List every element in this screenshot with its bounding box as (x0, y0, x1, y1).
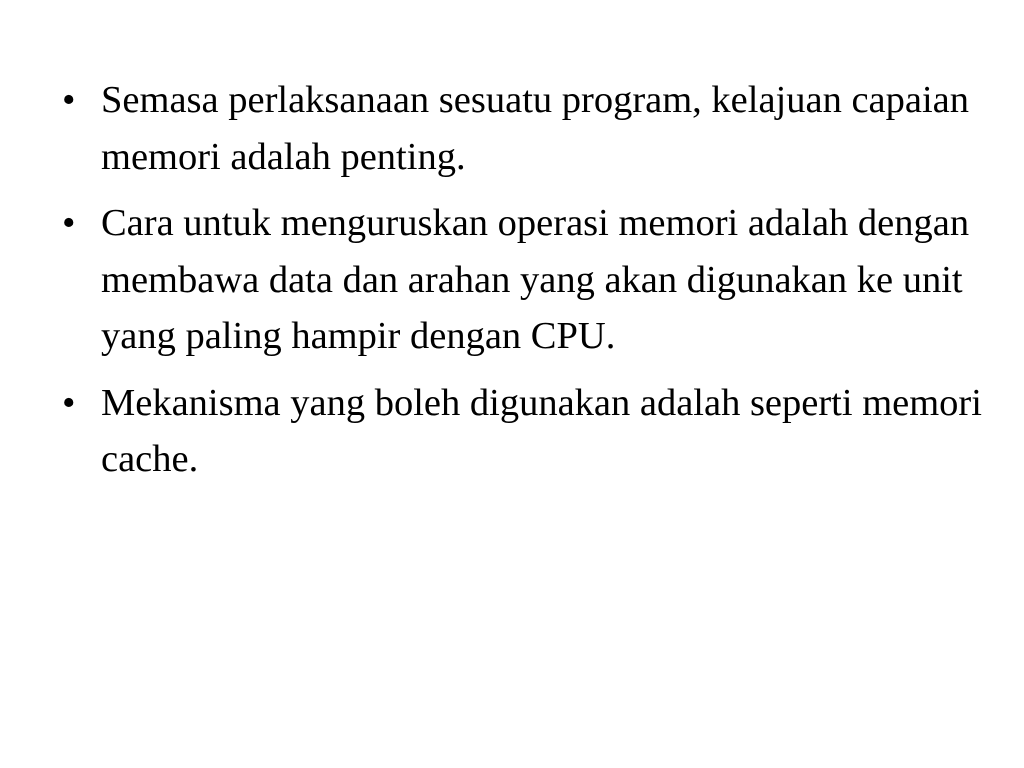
bullet-dot: • (62, 202, 76, 244)
bullet-list (62, 72, 992, 498)
bullet-item (62, 72, 992, 185)
bullet-dot: • (62, 381, 76, 424)
bullet-text: Mekanisma yang boleh digunakan adalah seperti memori cache. (101, 381, 982, 480)
bullet-item (62, 375, 992, 488)
bullet-dot: • (62, 79, 76, 121)
bullet-text: Semasa perlaksanaan sesuatu program, kelajuan capaian memori adalah penting. (101, 79, 970, 178)
bullet-item (62, 195, 992, 365)
bullet-text: Cara untuk menguruskan operasi memori adalah dengan membawa data dan arahan yang akan digunakan ke unit yang paling hampir dengan CPU. (101, 202, 970, 357)
